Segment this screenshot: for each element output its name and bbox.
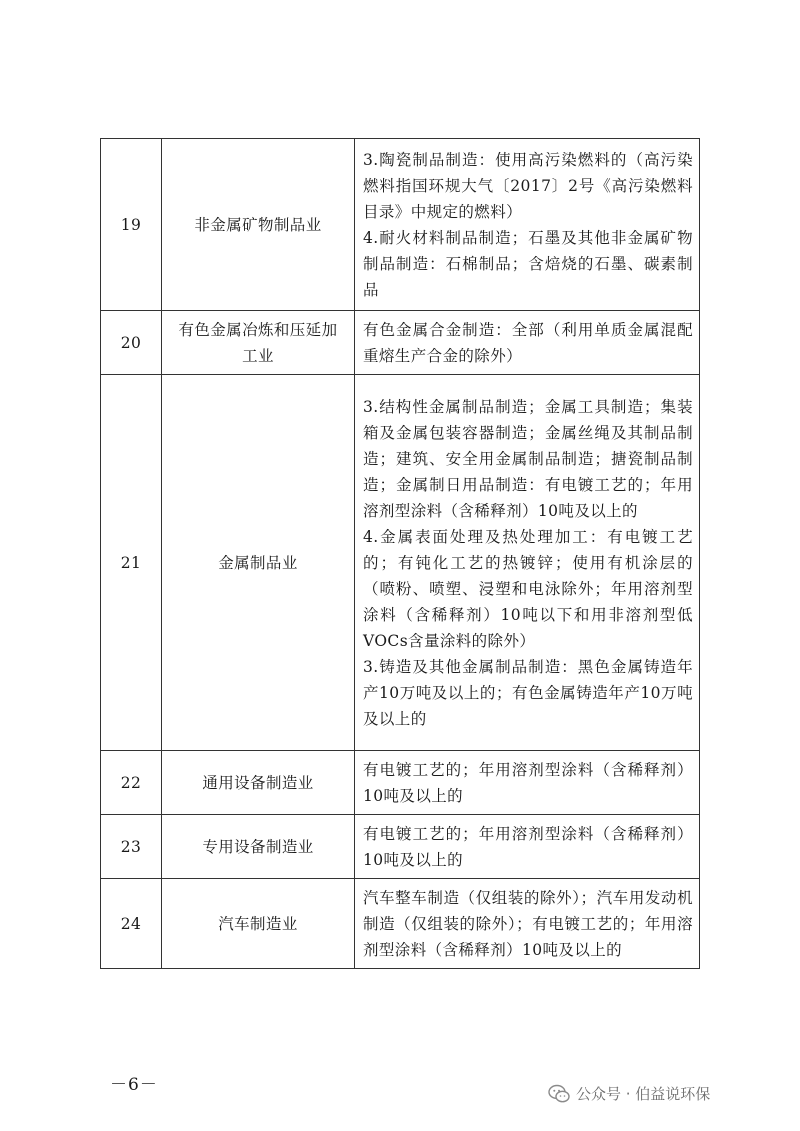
table-row	[101, 139, 700, 311]
table-row	[101, 879, 700, 969]
row-number: 21	[101, 375, 162, 751]
industry-name: 金属制品业	[162, 375, 355, 751]
table-row	[101, 311, 700, 375]
watermark-text: 公众号 · 伯益说环保	[576, 1085, 711, 1103]
row-content	[355, 375, 700, 751]
content-item: 有电镀工艺的；年用溶剂型涂料（含稀释剂）10吨及以上的	[363, 824, 693, 869]
table-row	[101, 751, 700, 815]
row-content	[355, 879, 700, 969]
row-number: 24	[101, 879, 162, 969]
content-item: 有电镀工艺的；年用溶剂型涂料（含稀释剂）10吨及以上的	[363, 760, 693, 805]
industry-name: 非金属矿物制品业	[162, 139, 355, 311]
row-number: 22	[101, 751, 162, 815]
wechat-icon	[548, 1084, 570, 1104]
page-number: －6－	[110, 1075, 158, 1095]
industry-name: 通用设备制造业	[162, 751, 355, 815]
industry-name: 有色金属冶炼和压延加工业	[162, 311, 355, 375]
content-item: 4.耐火材料制品制造；石墨及其他非金属矿物制品制造：石棉制品；含焙烧的石墨、碳素制品	[363, 228, 693, 299]
row-number: 19	[101, 139, 162, 311]
industry-table	[100, 138, 700, 969]
content-item: 有色金属合金制造：全部（利用单质金属混配重熔生产合金的除外）	[363, 320, 693, 365]
row-content	[355, 815, 700, 879]
row-number: 20	[101, 311, 162, 375]
row-content	[355, 311, 700, 375]
industry-name: 专用设备制造业	[162, 815, 355, 879]
table-row	[101, 375, 700, 751]
content-item: 3.陶瓷制品制造：使用高污染燃料的（高污染燃料指国环规大气〔2017〕2号《高污染燃料目录》中规定的燃料）	[363, 150, 693, 221]
content-item: 4.金属表面处理及热处理加工：有电镀工艺的；有钝化工艺的热镀锌；使用有机涂层的（喷粉、喷塑、浸塑和电泳除外；年用溶剂型涂料（含稀释剂）10吨以下和用非溶剂型低VOCs含量涂料的除外）	[363, 527, 693, 650]
content-item: 3.结构性金属制品制造；金属工具制造；集装箱及金属包装容器制造；金属丝绳及其制品制造；建筑、安全用金属制品制造；搪瓷制品制造；金属制日用品制造：有电镀工艺的；年用溶剂型涂料（含稀释剂）10吨及以上的	[363, 397, 693, 520]
industry-name: 汽车制造业	[162, 879, 355, 969]
content-item: 3.铸造及其他金属制品制造：黑色金属铸造年产10万吨及以上的；有色金属铸造年产10万吨及以上的	[363, 657, 693, 728]
table-row	[101, 815, 700, 879]
row-content	[355, 751, 700, 815]
content-item: 汽车整车制造（仅组装的除外）；汽车用发动机制造（仅组装的除外）；有电镀工艺的；年用溶剂型涂料（含稀释剂）10吨及以上的	[363, 888, 693, 959]
row-number: 23	[101, 815, 162, 879]
watermark	[548, 1083, 710, 1104]
row-content	[355, 139, 700, 311]
